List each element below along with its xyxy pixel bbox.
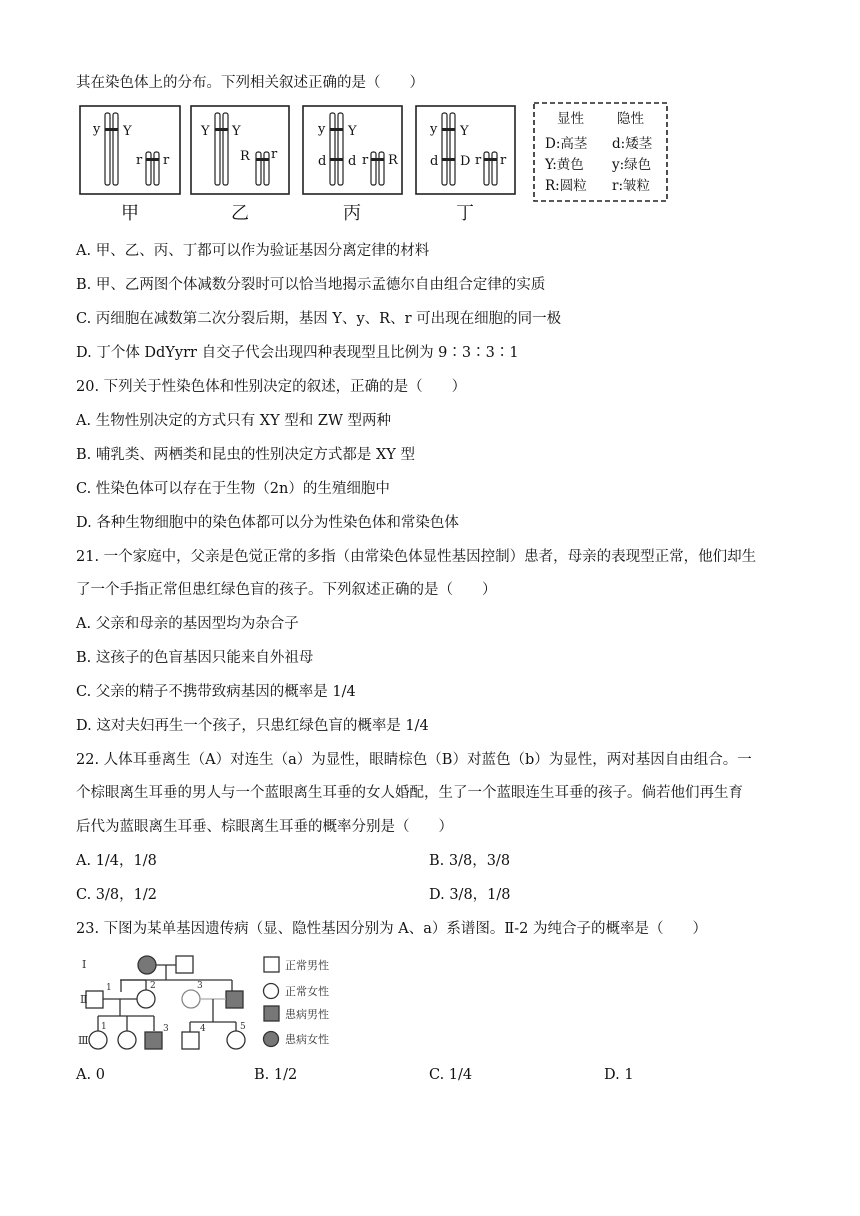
gene-label: Y: [123, 124, 132, 139]
pedigree-i2-normal-male: [176, 956, 193, 973]
gene-label: R: [388, 153, 398, 168]
individual-number: 3: [163, 1024, 169, 1034]
gene-label: Y: [460, 124, 469, 139]
individual-number: 3: [197, 981, 203, 991]
q22-option-b: B. 3/8，3/8: [429, 853, 511, 869]
q21-option-d: D. 这对夫妇再生一个孩子，只患红绿色盲的概率是 1/4: [76, 718, 429, 734]
legend-normal-female-icon: [264, 984, 279, 999]
legend-dominant-y: Y:黄色: [545, 157, 584, 173]
individual-number: 2: [150, 981, 156, 991]
q19-option-d: D. 丁个体 DdYyrr 自交子代会出现四种表现型且比例为 9∶3∶3∶1: [76, 345, 519, 361]
gene-label: r: [271, 147, 278, 162]
q20-option-c: C. 性染色体可以存在于生物（2n）的生殖细胞中: [76, 481, 390, 497]
legend-affected-female-icon: [264, 1032, 279, 1047]
cell-caption: 乙: [231, 203, 249, 224]
gene-label: y: [318, 122, 326, 137]
q22-stem-line1: 22. 人体耳垂离生（A）对连生（a）为显性，眼睛棕色（B）对蓝色（b）为显性，两对基因自由组合。一: [76, 752, 752, 768]
legend-label: 患病男性: [285, 1008, 329, 1021]
gene-label: Y: [232, 124, 241, 139]
legend-dominant-r: R:圆粒: [545, 178, 587, 194]
legend-label: 正常女性: [285, 985, 329, 998]
gene-label: D: [460, 154, 471, 169]
q20-stem: 20. 下列关于性染色体和性别决定的叙述，正确的是（ ）: [76, 379, 467, 395]
individual-number: 1: [101, 1022, 107, 1032]
cell-caption: 丁: [456, 203, 474, 224]
pedigree-ii4-affected-male: [226, 991, 243, 1008]
pedigree-iii3-affected-male: [145, 1032, 162, 1049]
q19-option-b: B. 甲、乙两图个体减数分裂时可以恰当地揭示孟德尔自由组合定律的实质: [76, 277, 546, 293]
q22-option-c: C. 3/8，1/2: [76, 887, 157, 903]
cell-box-jia: [80, 106, 180, 194]
gene-label: Y: [348, 124, 357, 139]
q20-option-a: A. 生物性别决定的方式只有 XY 型和 ZW 型两种: [76, 413, 391, 429]
gene-label: r: [163, 153, 170, 168]
q20-option-b: B. 哺乳类、两栖类和昆虫的性别决定方式都是 XY 型: [76, 447, 415, 463]
cell-box-ding: [416, 106, 515, 194]
gene-label: R: [240, 149, 250, 164]
generation-label: Ⅱ: [80, 993, 88, 1006]
pedigree-ii3-normal-female: [182, 990, 200, 1008]
cell-box-bing: [303, 106, 402, 194]
cell-caption: 丙: [343, 203, 361, 224]
q21-option-b: B. 这孩子的色盲基因只能来自外祖母: [76, 650, 314, 666]
q23-option-d: D. 1: [604, 1067, 634, 1083]
pedigree-iii1-normal-female: [89, 1031, 107, 1049]
legend-recessive-r: r:皱粒: [612, 178, 651, 194]
gene-label: y: [93, 122, 101, 137]
gene-label: r: [500, 153, 507, 168]
pedigree-ii1-normal-male: [86, 991, 103, 1008]
q22-stem-line3: 后代为蓝眼离生耳垂、棕眼离生耳垂的概率分别是（ ）: [76, 819, 453, 835]
generation-label: Ⅰ: [82, 958, 87, 971]
legend-header-recessive: 隐性: [617, 111, 644, 127]
q23-option-a: A. 0: [76, 1067, 105, 1083]
q21-stem-line2: 了一个手指正常但患红绿色盲的孩子。下列叙述正确的是（ ）: [76, 582, 497, 598]
gene-label: d: [430, 154, 439, 169]
q20-option-d: D. 各种生物细胞中的染色体都可以分为性染色体和常染色体: [76, 515, 459, 531]
q22-stem-line2: 个棕眼离生耳垂的男人与一个蓝眼离生耳垂的女人婚配，生了一个蓝眼连生耳垂的孩子。倘若他们再生育: [76, 785, 743, 801]
individual-number: 5: [240, 1022, 246, 1032]
legend-dominant-d: D:高茎: [545, 136, 588, 152]
gene-label: Y: [201, 124, 210, 139]
pedigree-i1-affected-female: [138, 956, 156, 974]
pedigree-ii2-normal-female: [137, 990, 155, 1008]
legend-normal-male-icon: [264, 957, 279, 972]
q19-option-c: C. 丙细胞在减数第二次分裂后期，基因 Y、y、R、r 可出现在细胞的同一极: [76, 311, 562, 327]
gene-label: d: [348, 154, 357, 169]
gene-label: r: [362, 153, 369, 168]
generation-label: Ⅲ: [78, 1034, 89, 1047]
gene-label: r: [136, 153, 143, 168]
legend-affected-male-icon: [264, 1006, 279, 1021]
legend-label: 患病女性: [285, 1033, 329, 1046]
legend-label: 正常男性: [285, 959, 329, 972]
pedigree-iii5-normal-female: [227, 1031, 245, 1049]
gene-label: r: [475, 153, 482, 168]
cell-caption: 甲: [121, 203, 139, 224]
q21-stem-line1: 21. 一个家庭中，父亲是色觉正常的多指（由常染色体显性基因控制）患者，母亲的表现型正常，他们却生: [76, 549, 757, 565]
pedigree-iii2-normal-female: [118, 1031, 136, 1049]
legend-recessive-y: y:绿色: [612, 157, 652, 173]
intro-line: 其在染色体上的分布。下列相关叙述正确的是（ ）: [76, 75, 424, 91]
individual-number: 4: [200, 1024, 206, 1034]
gene-label: d: [318, 154, 327, 169]
q23-option-c: C. 1/4: [429, 1067, 473, 1083]
q22-option-d: D. 3/8，1/8: [429, 887, 511, 903]
q23-stem: 23. 下图为某单基因遗传病（显、隐性基因分别为 A、a）系谱图。Ⅱ-2 为纯合子的概率是（ ）: [76, 921, 707, 937]
pedigree-iii4-normal-male: [182, 1032, 199, 1049]
q21-option-a: A. 父亲和母亲的基因型均为杂合子: [76, 616, 299, 632]
q23-option-b: B. 1/2: [254, 1067, 298, 1083]
gene-label: y: [430, 122, 438, 137]
q22-option-a: A. 1/4，1/8: [76, 853, 157, 869]
q19-option-a: A. 甲、乙、丙、丁都可以作为验证基因分离定律的材料: [76, 243, 430, 259]
q21-option-c: C. 父亲的精子不携带致病基因的概率是 1/4: [76, 684, 356, 700]
pedigree-chart: [0, 945, 860, 1065]
individual-number: 1: [106, 983, 112, 993]
legend-header-dominant: 显性: [557, 111, 584, 127]
legend-recessive-d: d:矮茎: [612, 136, 653, 152]
